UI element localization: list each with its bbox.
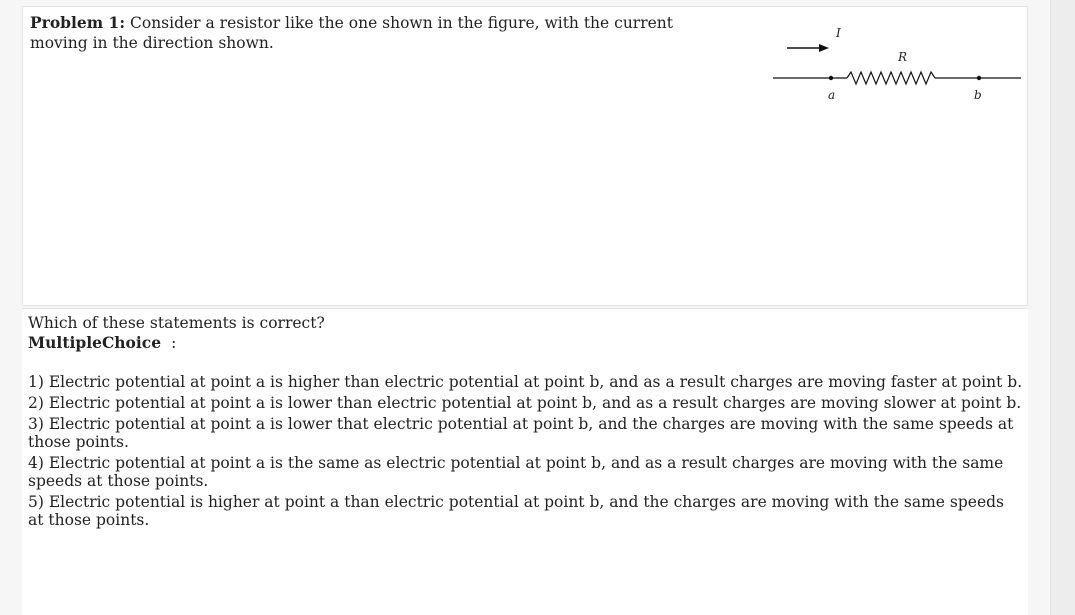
point-a-dot — [829, 76, 833, 80]
question-prompt: Which of these statements is correct? — [28, 314, 325, 332]
question-type-label: MultipleChoice — [28, 333, 162, 352]
current-arrow-head — [819, 44, 829, 52]
problem-label: Problem 1: — [30, 13, 126, 32]
problem-statement — [30, 13, 700, 53]
answer-option-3[interactable]: 3) Electric potential at point a is lower that electric potential at point b, and the charges are moving with the same speeds at those points. — [28, 415, 1014, 451]
current-label: I — [836, 26, 841, 40]
resistor-zigzag — [847, 72, 935, 84]
answer-option-2[interactable]: 2) Electric potential at point a is lower than electric potential at point b, and as a result charges are moving slower at point b. — [28, 394, 1022, 412]
problem-text: Consider a resistor like the one shown in the figure, with the current moving in the direction shown. — [30, 14, 674, 52]
point-a-label: a — [828, 88, 836, 102]
question-type — [28, 333, 176, 353]
resistor-figure — [751, 19, 1021, 107]
question-type-separator: : — [171, 334, 177, 352]
resistor-label: R — [898, 50, 908, 64]
truncated-header-marker — [24, 0, 44, 4]
answer-option-4[interactable]: 4) Electric potential at point a is the same as electric potential at point b, and as a result charges are moving with the same speeds at those points. — [28, 454, 1004, 490]
answer-option-5[interactable]: 5) Electric potential is higher at point a than electric potential at point b, and the charges are moving with the same speeds at those points. — [28, 493, 1005, 529]
point-b-label: b — [974, 88, 982, 102]
scrollbar-track[interactable] — [1050, 0, 1075, 615]
answer-options-list — [28, 373, 1024, 532]
answer-option-1[interactable]: 1) Electric potential at point a is higher than electric potential at point b, and as a result charges are moving faster at point b. — [28, 373, 1023, 391]
point-b-dot — [977, 76, 981, 80]
question-panel — [22, 308, 1028, 615]
problem-panel — [22, 6, 1028, 306]
